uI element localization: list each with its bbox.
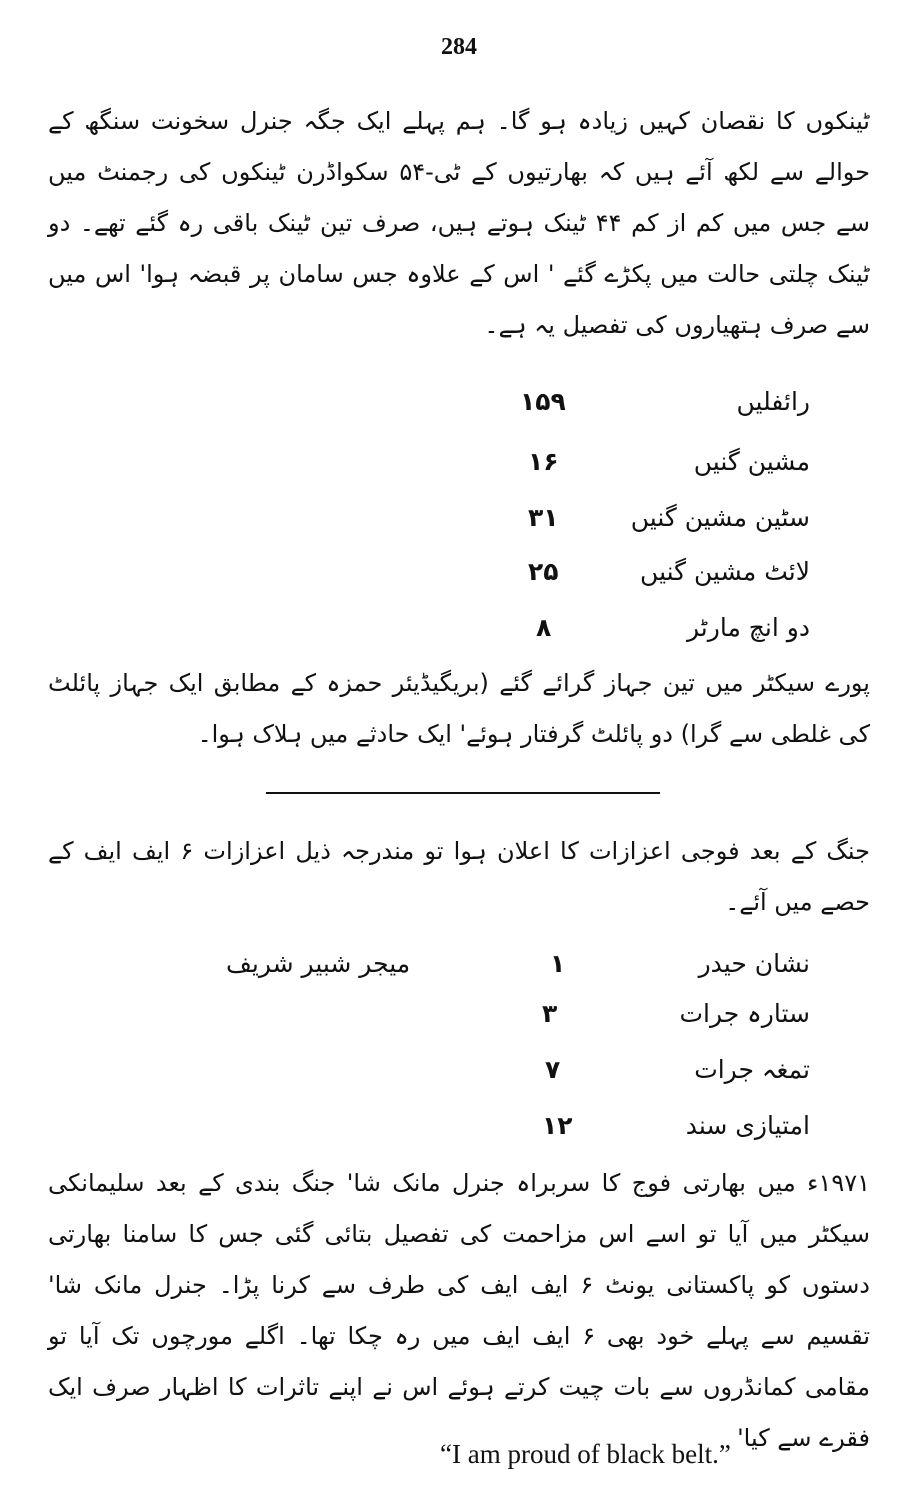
award-count: ۷ (545, 1055, 561, 1084)
weapon-count: ۱۵۹ (520, 387, 566, 416)
weapon-label: لائٹ مشین گنیں (640, 557, 810, 586)
list-item (500, 376, 810, 428)
award-label: تمغہ جرات (694, 1055, 810, 1084)
weapon-count: ۲۵ (528, 557, 559, 586)
award-label: امتیازی سند (685, 1111, 810, 1140)
award-count: ۱ (550, 949, 566, 978)
paragraph-manekshaw: ۱۹۷۱ء میں بھارتی فوج کا سربراہ جنرل مانک شا' جنگ بندی کے بعد سلیمانکی سیکٹر میں آیا تو اسے اس مزاحمت کی تفصیل بتائی گئی جس کا سامنا بھارتی دستوں کو پاکستانی یونٹ ۶ ایف ایف کی طرف سے کرنا پڑا۔ جنرل مانک شا' تقسیم سے پہلے خود بھی ۶ ایف ایف میں رہ چکا تھا۔ اگلے مورچوں تک آیا تو مقامی کمانڈروں سے بات چیت کرتے ہوئے اس نے اپنے تاثرات کا اظہار صرف ایک فقرے سے کیا' (48, 1169, 870, 1452)
weapon-label: مشین گنیں (693, 447, 810, 476)
weapon-label: سٹین مشین گنیں (630, 503, 810, 532)
list-item (200, 1100, 810, 1152)
paragraph-aircraft: پورے سیکٹر میں تین جہاز گرائے گئے (بریگیڈیئر حمزہ کے مطابق ایک جہاز پائلٹ کی غلطی سے گرا) دو پائلٹ گرفتار ہوئے' ایک حادثے میں ہلاک ہوا۔ (48, 669, 870, 748)
list-item (500, 436, 810, 488)
list-item (500, 602, 810, 654)
weapon-label: رائفلیں (736, 387, 810, 416)
weapon-count: ۳۱ (528, 503, 559, 532)
award-label: نشان حیدر (698, 949, 810, 978)
list-item (200, 938, 810, 990)
paragraph-tank-losses: ٹینکوں کا نقصان کہیں زیادہ ہو گا۔ ہم پہلے ایک جگہ جنرل سخونت سنگھ کے حوالے سے لکھ آئے ہیں کہ بھارتیوں کے ٹی-۵۴ سکواڈرن ٹینکوں کی رجمنٹ میں سے جس میں کم از کم ۴۴ ٹینک ہوتے ہیں، صرف تین ٹینک باقی رہ گئے تھے۔ دو ٹینک چلتی حالت میں پکڑے گئے ' اس کے علاوہ جس سامان پر قبضہ ہوا' اس میں سے صرف ہتھیاروں کی تفصیل یہ ہے۔ (48, 107, 871, 339)
list-item (500, 546, 810, 598)
weapon-count: ۸ (536, 613, 552, 642)
weapon-label: دو انچ مارٹر (687, 613, 810, 642)
award-count: ۳ (542, 999, 558, 1028)
award-recipient: میجر شبیر شریف (226, 949, 411, 978)
page-number: 284 (441, 34, 477, 60)
english-quote: “I am proud of black belt.” (440, 1439, 731, 1469)
list-item (500, 492, 810, 544)
list-item (200, 988, 810, 1040)
paragraph-awards-intro: جنگ کے بعد فوجی اعزازات کا اعلان ہوا تو مندرجہ ذیل اعزازات ۶ ایف ایف کے حصے میں آئے۔ (48, 837, 870, 916)
section-divider (266, 792, 660, 794)
award-label: ستارہ جرات (679, 999, 810, 1028)
award-count: ۱۲ (542, 1111, 573, 1140)
weapon-count: ۱۶ (528, 447, 559, 476)
list-item (200, 1044, 810, 1096)
